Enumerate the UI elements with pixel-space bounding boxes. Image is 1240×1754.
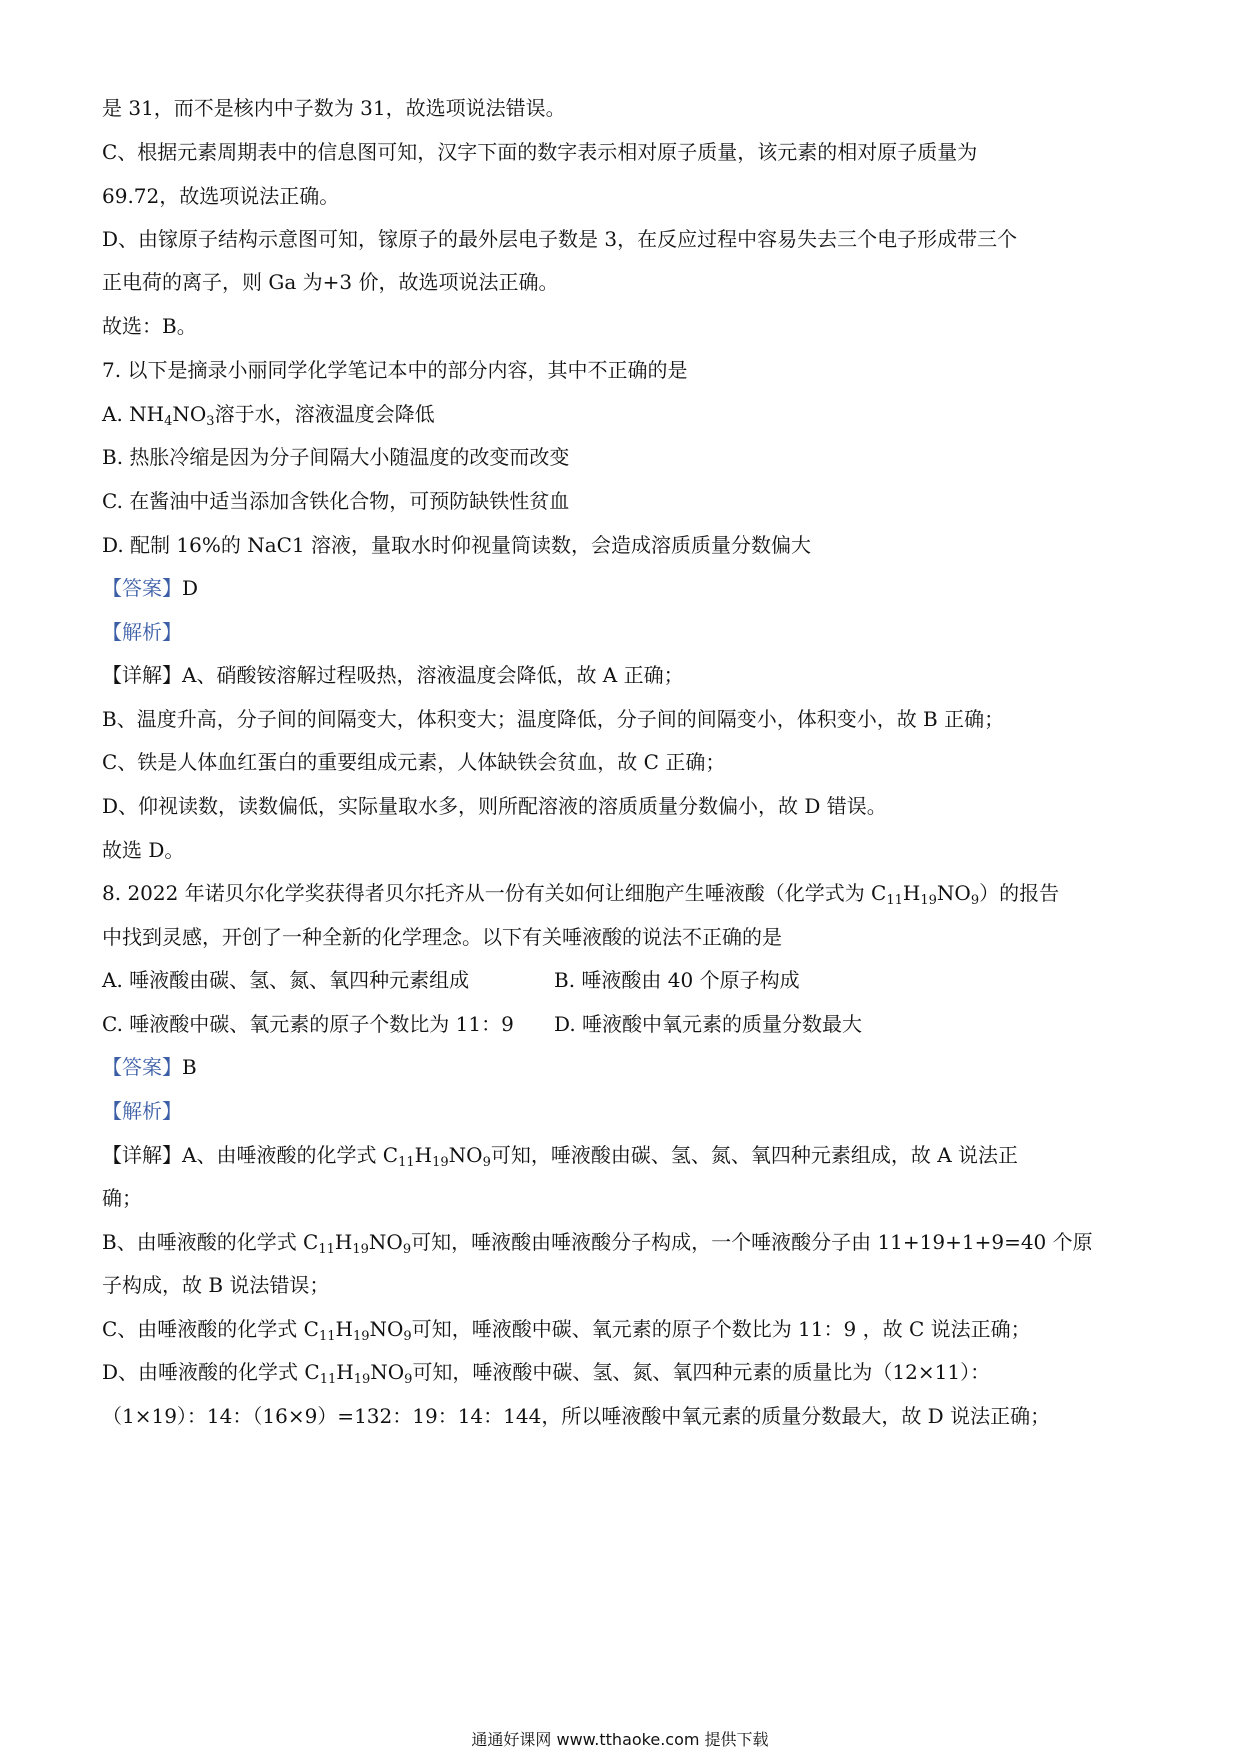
text-line: D、由镓原子结构示意图可知，镓原子的最外层电子数是 3，在反应过程中容易失去三个电子形成带三个: [102, 227, 1018, 251]
question-7-analysis-label: 【解析】: [102, 620, 182, 644]
question-8-option-b: B. 唾液酸由 40 个原子构成: [554, 968, 800, 992]
question-7-answer: 【答案】D: [102, 576, 199, 600]
question-7-option-b: B. 热胀冷缩是因为分子间隔大小随温度的改变而改变: [102, 445, 570, 469]
question-8-option-c: C. 唾液酸中碳、氧元素的原子个数比为 11：9: [102, 1012, 514, 1036]
question-8-option-a: A. 唾液酸由碳、氢、氮、氧四种元素组成: [102, 968, 470, 992]
answer-label: 【答案】: [102, 576, 182, 600]
question-8-stem: 8. 2022 年诺贝尔化学奖获得者贝尔托齐从一份有关如何让细胞产生唾液酸（化学式为 $C_{11}H_{19}NO_9$）的报告: [102, 881, 1060, 908]
text-line: D、由唾液酸的化学式 $C_{11}H_{19}NO_9$可知，唾液酸中碳、氢、氮、氧四种元素的质量比为（12×11）：: [102, 1360, 991, 1387]
question-7-option-c: C. 在酱油中适当添加含铁化合物，可预防缺铁性贫血: [102, 489, 570, 513]
question-7-detail: 【详解】A、硝酸铵溶解过程吸热，溶液温度会降低，故 A 正确；: [102, 663, 684, 687]
text-line: 正电荷的离子，则 Ga 为+3 价，故选项说法正确。: [102, 270, 559, 294]
question-7-stem: 7. 以下是摘录小丽同学化学笔记本中的部分内容，其中不正确的是: [102, 358, 688, 382]
text-line: 中找到灵感，开创了一种全新的化学理念。以下有关唾液酸的说法不正确的是: [102, 925, 782, 949]
question-8-analysis-label: 【解析】: [102, 1099, 182, 1123]
page-footer: 通通好课网 www.tthaoke.com 提供下载: [471, 1730, 769, 1749]
question-7-option-a: A. $NH_4NO_3$溶于水，溶液温度会降低: [102, 402, 435, 429]
answer-label: 【答案】: [102, 1055, 182, 1079]
text-line: 确；: [102, 1186, 142, 1210]
text-line: 子构成，故 B 说法错误；: [102, 1273, 330, 1297]
question-8-answer: 【答案】B: [102, 1055, 197, 1079]
text-line: B、温度升高，分子间的间隔变大，体积变大；温度降低，分子间的间隔变小，体积变小，故 B 正确；: [102, 707, 1005, 731]
text-line: （1×19）：14：（16×9）=132：19：14：144，所以唾液酸中氧元素的质量分数最大，故 D 说法正确；: [102, 1404, 1051, 1428]
question-8-option-d: D. 唾液酸中氧元素的质量分数最大: [554, 1012, 863, 1036]
text-line: 是 31，而不是核内中子数为 31，故选项说法错误。: [102, 96, 566, 120]
text-line: B、由唾液酸的化学式 $C_{11}H_{19}NO_9$可知，唾液酸由唾液酸分子构成，一个唾液酸分子由 11+19+1+9=40 个原: [102, 1230, 1093, 1257]
text-line: D、仰视读数，读数偏低，实际量取水多，则所配溶液的溶质质量分数偏小，故 D 错误。: [102, 794, 887, 818]
text-line: C、根据元素周期表中的信息图可知，汉字下面的数字表示相对原子质量，该元素的相对原子质量为: [102, 140, 978, 164]
question-8-detail: 【详解】A、由唾液酸的化学式 $C_{11}H_{19}NO_9$可知，唾液酸由碳、氢、氮、氧四种元素组成，故 A 说法正: [102, 1143, 1019, 1170]
text-line: 故选 D。: [102, 838, 185, 862]
text-line: C、由唾液酸的化学式 $C_{11}H_{19}NO_9$可知，唾液酸中碳、氧元素的原子个数比为 11：9 ，故 C 说法正确；: [102, 1317, 1031, 1344]
question-7-option-d: D. 配制 16%的 NaC1 溶液，量取水时仰视量筒读数，会造成溶质质量分数偏大: [102, 533, 812, 557]
text-line: 故选：B。: [102, 314, 197, 338]
text-line: C、铁是人体血红蛋白的重要组成元素，人体缺铁会贫血，故 C 正确；: [102, 750, 726, 774]
text-line: 69.72，故选项说法正确。: [102, 184, 340, 208]
